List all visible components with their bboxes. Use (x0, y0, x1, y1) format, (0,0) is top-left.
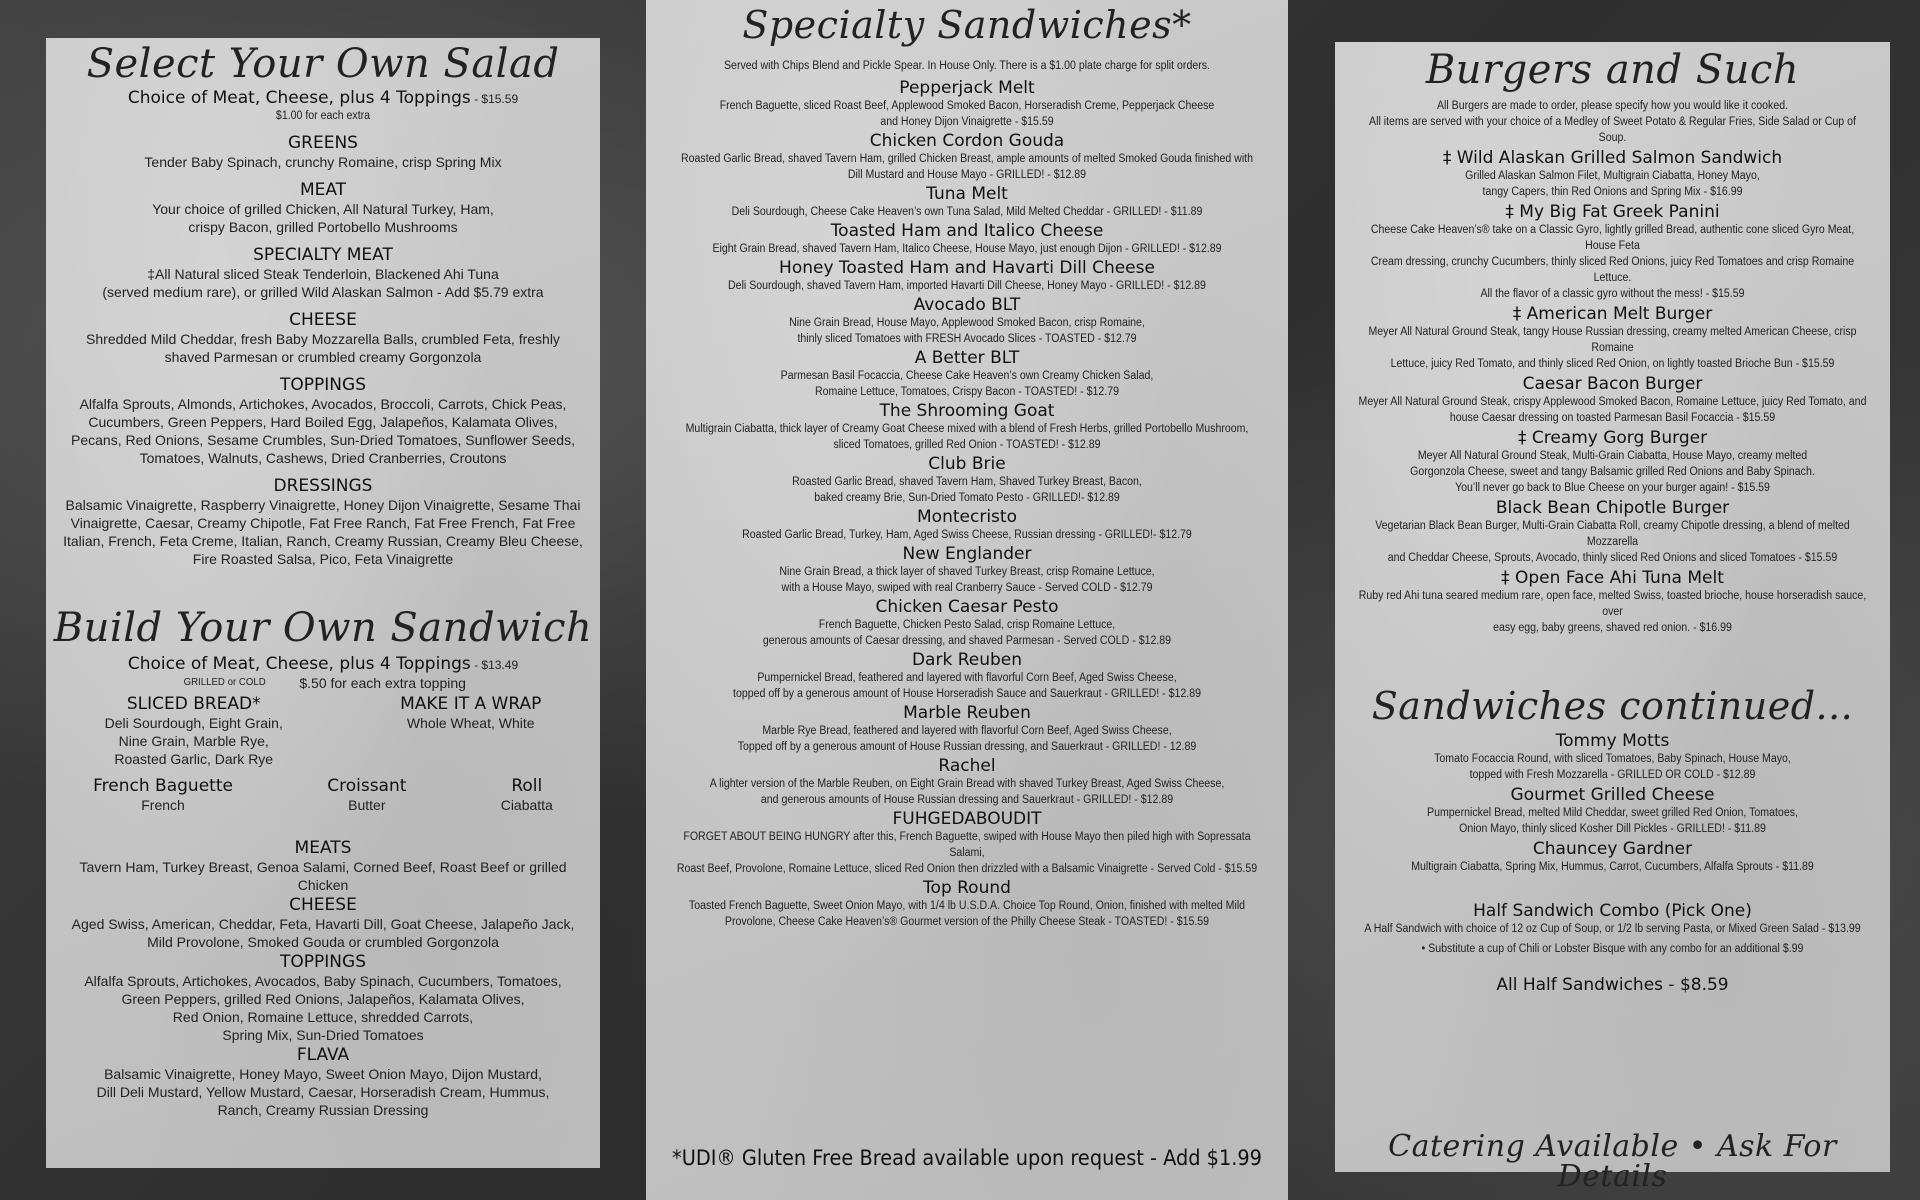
menu-item (646, 295, 1288, 347)
section-heading: TOPPINGS (280, 952, 366, 972)
menu-item-description: All the flavor of a classic gyro without the mess! - $15.59 (1480, 288, 1745, 300)
menu-item-name: Chicken Caesar Pesto (875, 597, 1059, 617)
menu-item (1335, 374, 1890, 426)
menu-item-description: topped with Fresh Mozzarella - GRILLED OR COLD - $12.89 (1469, 769, 1756, 781)
menu-item (646, 78, 1288, 130)
menu-item-description: A lighter version of the Marble Reuben, on Eight Grain Bread with shaved Turkey Breast, Aged Swiss Cheese, (709, 778, 1225, 790)
salad-sections (46, 133, 600, 568)
salad-choice-text: Choice of Meat, Cheese, plus 4 Toppings (127, 88, 471, 108)
section-line: Fire Roasted Salsa, Pico, Feta Vinaigrette (192, 551, 454, 567)
section-line: Cucumbers, Green Peppers, Hard Boiled Egg, Jalapeños, Kalamata Olives, (88, 414, 558, 430)
menu-item-description: French Baguette, Chicken Pesto Salad, crisp Romaine Lettuce, (818, 619, 1116, 631)
bread-sub: French (141, 797, 185, 813)
menu-item-description: French Baguette, sliced Roast Beef, Applewood Smoked Bacon, Horseradish Creme, Pepperjack Cheese (719, 100, 1215, 112)
specialty-title: Specialty Sandwiches* (742, 3, 1192, 47)
byo-grilled: GRILLED or COLD (183, 676, 266, 688)
burgers-panel (1335, 42, 1890, 1194)
menu-item-description: Onion Mayo, thinly sliced Kosher Dill Pickles - GRILLED! - $11.89 (1459, 823, 1766, 835)
menu-item (646, 348, 1288, 400)
section-line: Ranch, Creamy Russian Dressing (217, 1102, 429, 1118)
section-line: Italian, French, Feta Creme, Italian, Ranch, Creamy Russian, Creamy Bleu Cheese, (63, 533, 583, 549)
menu-item-name: ‡ Wild Alaskan Grilled Salmon Sandwich (1442, 148, 1783, 168)
sliced-bread-line: Roasted Garlic, Dark Rye (114, 751, 274, 767)
catering-note: Catering Available • Ask For Details (1388, 1129, 1837, 1194)
menu-item-description: Roast Beef, Provolone, Romaine Lettuce, sliced Red Onion then drizzled with a Balsamic Vinaigrette - Served Cold - $15.59 (676, 863, 1258, 875)
menu-item-description: Grilled Alaskan Salmon Filet, Multigrain Ciabatta, Honey Mayo, (1465, 170, 1760, 182)
menu-item-description: You’ll never go back to Blue Cheese on your burger again! - $15.59 (1455, 482, 1770, 494)
menu-item-description: Romaine Lettuce, Tomatoes, Crispy Bacon - TOASTED! - $12.79 (814, 386, 1120, 398)
menu-item-description: Roasted Garlic Bread, shaved Tavern Ham, Shaved Turkey Breast, Bacon, (792, 476, 1142, 488)
section-line: Mild Provolone, Smoked Gouda or crumbled Gorgonzola (147, 934, 499, 950)
menu-item (646, 809, 1288, 877)
menu-item-description: Topped off by a generous amount of House Russian dressing, and Sauerkraut - GRILLED! - 12.89 (737, 741, 1197, 753)
menu-item (1335, 839, 1890, 875)
menu-item-description: tangy Capers, thin Red Onions and Spring Mix - $16.99 (1482, 186, 1743, 198)
wrap-line: Whole Wheat, White (406, 715, 535, 731)
section-line: Vinaigrette, Caesar, Creamy Chipotle, Fat Free Ranch, Fat Free French, Fat Free (70, 515, 576, 531)
section-line: ‡All Natural sliced Steak Tenderloin, Blackened Ahi Tuna (147, 266, 499, 282)
menu-item-description: Parmesan Basil Focaccia, Cheese Cake Heaven’s own Creamy Chicken Salad, (780, 370, 1154, 382)
burgers-intro-line: All Burgers are made to order, please specify how you would like it cooked. (1436, 100, 1789, 112)
section-line: Alfalfa Sprouts, Artichokes, Avocados, Baby Spinach, Cucumbers, Tomatoes, (84, 973, 562, 989)
menu-item (1335, 498, 1890, 566)
menu-item (1335, 785, 1890, 837)
byo-grilled-row (46, 674, 600, 692)
sliced-bread-col (105, 694, 283, 768)
menu-item-name: ‡ Creamy Gorg Burger (1517, 428, 1708, 448)
section-line: crispy Bacon, grilled Portobello Mushrooms (188, 219, 458, 235)
bread-sub: Ciabatta (500, 797, 553, 813)
section-heading: FLAVA (296, 1045, 350, 1065)
menu-item-description: Meyer All Natural Ground Steak, crispy Applewood Smoked Bacon, Romaine Lettuce, juicy Red Tomato, and (1358, 396, 1867, 408)
menu-item-name: Top Round (923, 878, 1011, 898)
menu-item (646, 756, 1288, 808)
menu-item-name: ‡ My Big Fat Greek Panini (1505, 202, 1720, 222)
menu-item-description: Pumpernickel Bread, melted Mild Cheddar, sweet grilled Red Onion, Tomatoes, (1427, 807, 1798, 819)
menu-item (646, 401, 1288, 453)
menu-item-name: Pepperjack Melt (899, 78, 1035, 98)
byo-section (46, 605, 600, 1119)
menu-section (46, 133, 600, 171)
menu-item (646, 221, 1288, 257)
menu-section (46, 180, 600, 236)
menu-item-description: Dill Mustard and House Mayo - GRILLED! - $12.89 (847, 169, 1087, 181)
menu-item (1335, 202, 1890, 302)
menu-item-name: ‡ American Melt Burger (1512, 304, 1713, 324)
section-line: (served medium rare), or grilled Wild Alaskan Salmon - Add $5.79 extra (102, 284, 544, 300)
specialty-panel (646, 0, 1288, 1200)
menu-item-description: Lettuce, juicy Red Tomato, and thinly sliced Red Onion, on lightly toasted Brioche Bun - $15.59 (1390, 358, 1835, 370)
menu-item (646, 703, 1288, 755)
menu-item-name: Club Brie (928, 454, 1006, 474)
salad-section (46, 38, 600, 568)
menu-item-description: Multigrain Ciabatta, thick layer of Creamy Goat Cheese mixed with a blend of Fresh Herbs, grilled Portobello Mushroom, (685, 423, 1249, 435)
menu-item (1335, 148, 1890, 200)
menu-item (646, 507, 1288, 543)
sliced-bread-heading: SLICED BREAD* (126, 694, 261, 714)
menu-item-description: house Caesar dressing on toasted Parmesan Basil Focaccia - $15.59 (1449, 412, 1776, 424)
menu-item-name: FUHGEDABOUDIT (892, 809, 1042, 829)
menu-item-description: Pumpernickel Bread, feathered and layered with flavorful Corn Beef, Aged Swiss Cheese, (757, 672, 1177, 684)
menu-item-description: Deli Sourdough, shaved Tavern Ham, imported Havarti Dill Cheese, Honey Mayo - GRILLED! - $12.89 (728, 280, 1206, 292)
menu-item-name: Tuna Melt (926, 184, 1008, 204)
salad-and-byo-panel (46, 38, 600, 1168)
byo-choice (46, 654, 600, 674)
bread-name: Croissant (327, 776, 407, 796)
menu-item-description: Cream dressing, crunchy Cucumbers, thinly sliced Red Onions, juicy Red Tomatoes and crisp Romaine Lettuce. (1370, 256, 1855, 284)
menu-item-name: Avocado BLT (913, 295, 1021, 315)
byo-extra: $.50 for each extra topping (299, 675, 466, 691)
menu-item-description: and Cheddar Cheese, Sprouts, Avocado, thinly sliced Red Onions and sliced Tomatoes - $15.59 (1387, 552, 1838, 564)
bread-option (93, 776, 233, 814)
bread-sub: Butter (348, 797, 386, 813)
bread-name: French Baguette (93, 776, 233, 796)
combo-bullet: • Substitute a cup of Chili or Lobster Bisque with any combo for an additional $.99 (1421, 943, 1804, 955)
menu-item-description: Eight Grain Bread, shaved Tavern Ham, Italico Cheese, House Mayo, just enough Dijon - GRILLED! - $12.89 (712, 243, 1222, 255)
menu-item-description: and generous amounts of House Russian dressing and Sauerkraut - GRILLED! - $12.89 (760, 794, 1174, 806)
byo-sections (46, 838, 600, 1119)
specialty-intro: Served with Chips Blend and Pickle Spear. In House Only. There is a $1.00 plate charge for split orders. (724, 60, 1210, 72)
section-heading: DRESSINGS (273, 476, 373, 496)
menu-item-name: Montecristo (917, 507, 1017, 527)
menu-item (1335, 428, 1890, 496)
salad-choice (46, 88, 600, 108)
burgers-intro-line: All items are served with your choice of a Medley of Sweet Potato & Regular Fries, Side Salad or Cup of Soup. (1369, 116, 1856, 144)
menu-item (1335, 304, 1890, 372)
menu-item-name: Honey Toasted Ham and Havarti Dill Cheese (779, 258, 1155, 278)
section-line: Pecans, Red Onions, Sesame Crumbles, Sun-Dried Tomatoes, Sunflower Seeds, (71, 432, 575, 448)
section-line: Dill Deli Mustard, Yellow Mustard, Caesar, Horseradish Cream, Hummus, (96, 1084, 550, 1100)
section-heading: CHEESE (289, 895, 357, 915)
byo-choice-text: Choice of Meat, Cheese, plus 4 Toppings (127, 654, 471, 674)
section-line: Balsamic Vinaigrette, Raspberry Vinaigrette, Honey Dijon Vinaigrette, Sesame Thai (65, 497, 581, 513)
menu-item-description: Meyer All Natural Ground Steak, tangy House Russian dressing, creamy melted American Cheese, crisp Romaine (1368, 326, 1857, 354)
menu-item-name: Marble Reuben (903, 703, 1031, 723)
menu-item-name: A Better BLT (914, 348, 1020, 368)
menu-item (646, 258, 1288, 294)
continued-title: Sandwiches continued... (1371, 684, 1854, 728)
menu-item (646, 597, 1288, 649)
specialty-items (646, 78, 1288, 930)
menu-item-description: Nine Grain Bread, House Mayo, Applewood Smoked Bacon, crisp Romaine, (789, 317, 1145, 329)
section-heading: TOPPINGS (280, 375, 366, 395)
menu-item-name: Rachel (938, 756, 996, 776)
menu-item-description: topped off by a generous amount of House Horseradish Sauce and Sauerkraut - GRILLED! - $12.89 (733, 688, 1201, 700)
menu-item (646, 650, 1288, 702)
section-heading: CHEESE (289, 310, 357, 330)
section-line: Green Peppers, grilled Red Onions, Jalapeños, Kalamata Olives, (121, 991, 525, 1007)
sliced-bread-line: Deli Sourdough, Eight Grain, (104, 715, 283, 731)
menu-item-name: Dark Reuben (911, 650, 1023, 670)
bread-option (501, 776, 553, 814)
menu-section (46, 838, 600, 894)
menu-item-description: Cheese Cake Heaven’s® take on a Classic Gyro, lightly grilled Bread, authentic cone sliced Gyro Meat, House Feta (1370, 224, 1855, 252)
menu-item (1335, 731, 1890, 783)
menu-item (1335, 568, 1890, 636)
menu-section (46, 895, 600, 951)
section-line: Spring Mix, Sun-Dried Tomatoes (222, 1027, 424, 1043)
menu-item-name: ‡ Open Face Ahi Tuna Melt (1501, 568, 1724, 588)
menu-item-description: Marble Rye Bread, feathered and layered with flavorful Corn Beef, Aged Swiss Cheese, (762, 725, 1172, 737)
continued-section (1335, 684, 1890, 995)
menu-item-description: FORGET ABOUT BEING HUNGRY after this, French Baguette, swiped with House Mayo then piled high with Sopressata Salami, (683, 831, 1251, 859)
salad-choice-price: - $15.59 (470, 92, 519, 106)
section-line: Chicken (297, 877, 349, 893)
menu-item-description: Gorgonzola Cheese, sweet and tangy Balsamic grilled Red Onions and Baby Spinach. (1410, 466, 1815, 478)
section-line: Shredded Mild Cheddar, fresh Baby Mozzarella Balls, crumbled Feta, freshly (86, 331, 560, 347)
section-line: Your choice of grilled Chicken, All Natural Turkey, Ham, (152, 201, 494, 217)
section-line: Tomatoes, Walnuts, Cashews, Dried Cranberries, Croutons (139, 450, 507, 466)
salad-title: Select Your Own Salad (86, 41, 560, 87)
menu-item-name: The Shrooming Goat (879, 401, 1055, 421)
section-line: Tender Baby Spinach, crunchy Romaine, crisp Spring Mix (144, 154, 502, 170)
menu-item-description: generous amounts of Caesar dressing, and shaved Parmesan - Served COLD - $12.89 (762, 635, 1172, 647)
section-line: Balsamic Vinaigrette, Honey Mayo, Sweet Onion Mayo, Dijon Mustard, (104, 1066, 542, 1082)
burgers-title: Burgers and Such (1425, 47, 1800, 93)
menu-item-name: Tommy Motts (1555, 731, 1670, 751)
menu-section (46, 952, 600, 1044)
section-line: Aged Swiss, American, Cheddar, Feta, Havarti Dill, Goat Cheese, Jalapeño Jack, (71, 916, 575, 932)
section-line: Tavern Ham, Turkey Breast, Genoa Salami, Corned Beef, Roast Beef or grilled (79, 859, 567, 875)
menu-item-name: Caesar Bacon Burger (1522, 374, 1703, 394)
menu-item-name: New Englander (902, 544, 1032, 564)
menu-item (646, 544, 1288, 596)
byo-specialty-breads (46, 776, 600, 814)
section-heading: MEAT (299, 180, 347, 200)
menu-item-description: Ruby red Ahi tuna seared medium rare, open face, melted Swiss, toasted brioche, house horseradish sauce, over (1358, 590, 1867, 618)
menu-item-description: Roasted Garlic Bread, Turkey, Ham, Aged Swiss Cheese, Russian dressing - GRILLED!- $12.79 (742, 529, 1192, 541)
continued-items (1335, 731, 1890, 875)
menu-item-description: with a House Mayo, swiped with real Cranberry Sauce - Served COLD - $12.79 (781, 582, 1153, 594)
sliced-bread-line: Nine Grain, Marble Rye, (118, 733, 269, 749)
menu-item (646, 131, 1288, 183)
combo-heading: Half Sandwich Combo (Pick One) (1473, 901, 1752, 921)
salad-extra: $1.00 for each extra (275, 110, 371, 122)
byo-choice-price: - $13.49 (470, 658, 519, 672)
section-heading: GREENS (288, 133, 358, 153)
bread-name: Roll (511, 776, 543, 796)
half-sandwich-price: All Half Sandwiches - $8.59 (1496, 975, 1729, 995)
bread-option (327, 776, 406, 814)
byo-title: Build Your Own Sandwich (53, 605, 593, 651)
menu-item-description: and Honey Dijon Vinaigrette - $15.59 (880, 116, 1054, 128)
menu-item-description: Tomato Focaccia Round, with sliced Tomatoes, Baby Spinach, House Mayo, (1434, 753, 1791, 765)
menu-section (46, 375, 600, 467)
menu-section (46, 476, 600, 568)
section-line: Red Onion, Romaine Lettuce, shredded Carrots, (172, 1009, 474, 1025)
menu-item-name: Chauncey Gardner (1532, 839, 1693, 859)
menu-item-description: baked creamy Brie, Sun-Dried Tomato Pesto - GRILLED!- $12.89 (814, 492, 1120, 504)
wrap-heading: MAKE IT A WRAP (400, 694, 542, 714)
section-line: Alfalfa Sprouts, Almonds, Artichokes, Avocados, Broccoli, Carrots, Chick Peas, (79, 396, 567, 412)
menu-item-description: Roasted Garlic Bread, shaved Tavern Ham, grilled Chicken Breast, ample amounts of melted Smoked Gouda finished with (680, 153, 1254, 165)
section-heading: SPECIALTY MEAT (253, 245, 393, 265)
menu-section (46, 310, 600, 366)
byo-bread-row (46, 694, 600, 768)
menu-item-description: Meyer All Natural Ground Steak, Multi-Grain Ciabatta, House Mayo, creamy melted (1417, 450, 1808, 462)
menu-item-description: Deli Sourdough, Cheese Cake Heaven’s own Tuna Salad, Mild Melted Cheddar - GRILLED! - $11.89 (731, 206, 1203, 218)
menu-item (646, 454, 1288, 506)
section-line: shaved Parmesan or crumbled creamy Gorgonzola (164, 349, 482, 365)
menu-item-name: Chicken Cordon Gouda (869, 131, 1065, 151)
section-heading: MEATS (294, 838, 352, 858)
menu-item-description: Vegetarian Black Bean Burger, Multi-Grain Ciabatta Roll, creamy Chipotle dressing, a blend of melted Mozzarella (1375, 520, 1850, 548)
wrap-col (400, 694, 541, 768)
burger-items (1335, 148, 1890, 636)
menu-item (646, 184, 1288, 220)
gluten-free-note: *UDI® Gluten Free Bread available upon request - Add $1.99 (672, 1146, 1262, 1170)
menu-section (46, 245, 600, 301)
menu-item-name: Toasted Ham and Italico Cheese (830, 221, 1104, 241)
menu-section (46, 1045, 600, 1119)
menu-item-description: thinly sliced Tomatoes with FRESH Avocado Slices - TOASTED - $12.79 (797, 333, 1137, 345)
menu-item-description: sliced Tomatoes, grilled Red Onion - TOASTED! - $12.89 (833, 439, 1101, 451)
combo-line: A Half Sandwich with choice of 12 oz Cup of Soup, or 1/2 lb serving Pasta, or Mixed Green Salad - $13.99 (1364, 923, 1861, 935)
menu-item-description: Provolone, Cheese Cake Heaven’s® Gourmet version of the Philly Cheese Steak - TOASTED! - $15.59 (724, 916, 1210, 928)
menu-item-description: Multigrain Ciabatta, Spring Mix, Hummus, Carrot, Cucumbers, Alfalfa Sprouts - $11.89 (1411, 861, 1814, 873)
menu-item-name: Black Bean Chipotle Burger (1495, 498, 1730, 518)
menu-item-name: Gourmet Grilled Cheese (1510, 785, 1715, 805)
menu-item (646, 878, 1288, 930)
menu-item-description: Toasted French Baguette, Sweet Onion Mayo, with 1/4 lb U.S.D.A. Choice Top Round, Onion, finished with melted Mild (688, 900, 1246, 912)
menu-item-description: Nine Grain Bread, a thick layer of shaved Turkey Breast, crisp Romaine Lettuce, (779, 566, 1155, 578)
menu-item-description: easy egg, baby greens, shaved red onion. - $16.99 (1493, 622, 1732, 634)
